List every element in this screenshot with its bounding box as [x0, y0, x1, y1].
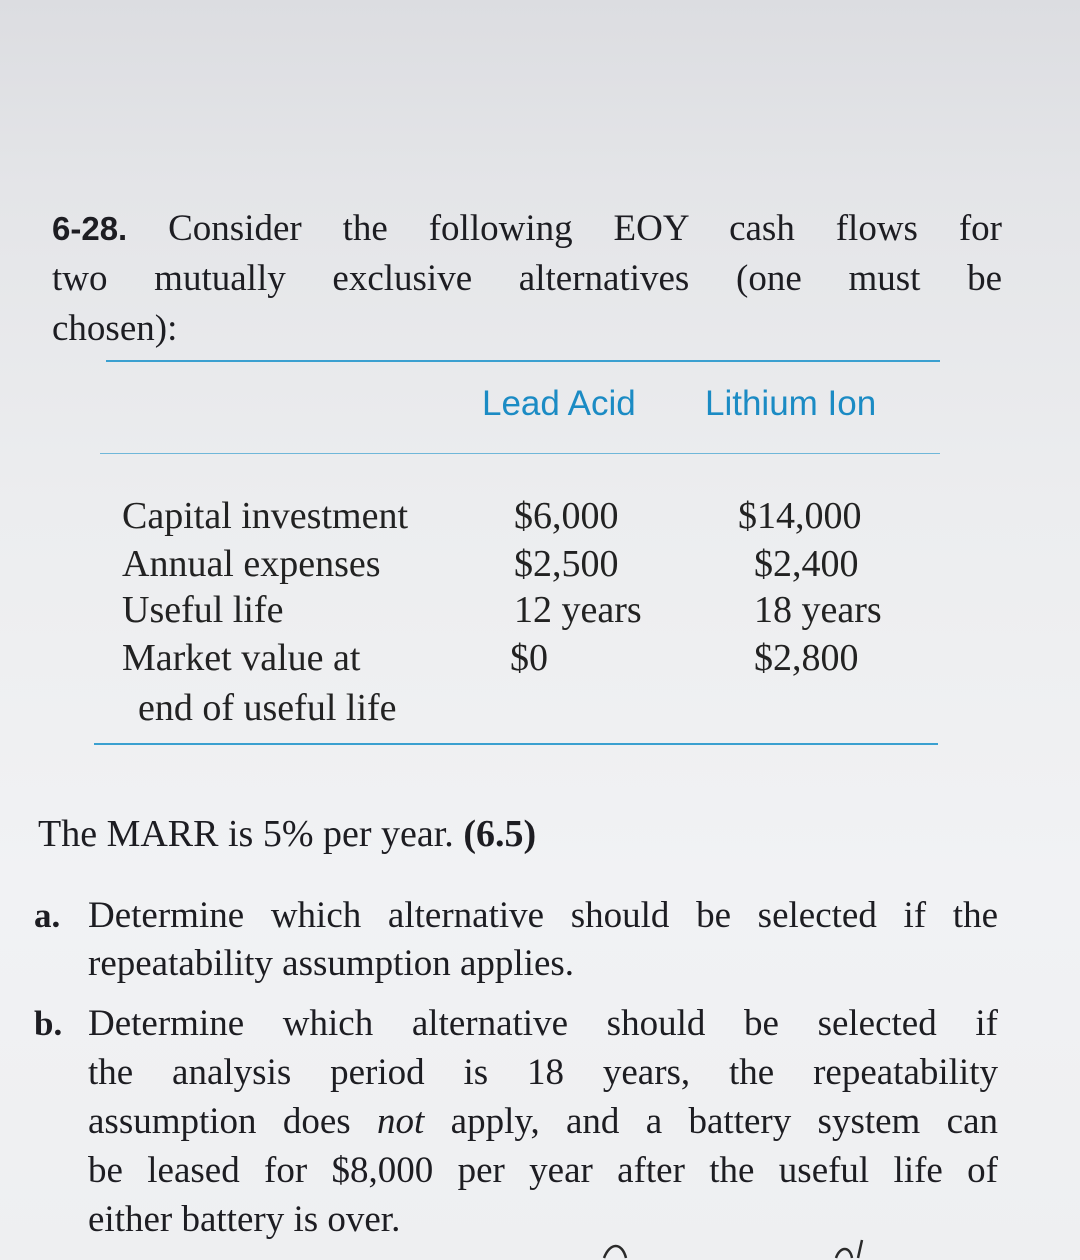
part-b-line-4: be leased for $8,000 per year after the useful life of [88, 1150, 998, 1191]
cell-lead-acid-capital: $6,000 [514, 495, 619, 537]
row-label-market-value: Market value at [122, 637, 361, 679]
table-header-rule [100, 453, 940, 454]
part-b-line-3-start: assumption does [88, 1101, 351, 1142]
handwriting-scribble-icon [600, 1236, 900, 1260]
table-bottom-rule [94, 743, 938, 745]
part-b-line-2: the analysis period is 18 years, the repeatability [88, 1052, 998, 1093]
column-header-lithium-ion: Lithium Ion [705, 384, 877, 423]
cell-lithium-ion-life: 18 years [754, 589, 882, 631]
marr-section-ref: (6.5) [463, 813, 537, 855]
marr-statement [38, 812, 536, 856]
problem-number: 6-28. [52, 210, 128, 247]
row-label-useful-life: Useful life [122, 589, 284, 631]
part-b-line-3-end: apply, and a battery system can [450, 1101, 998, 1142]
part-b-emphasis: not [377, 1101, 425, 1142]
part-b-line-1: Determine which alternative should be selected if [88, 1003, 998, 1044]
part-a-line-1: Determine which alternative should be selected if the [88, 895, 998, 936]
part-b-letter: b. [34, 1004, 63, 1043]
problem-line-1 [52, 206, 1002, 252]
row-label-capital-investment: Capital investment [122, 495, 409, 537]
part-a-letter: a. [34, 896, 61, 935]
part-a-line-2: repeatability assumption applies. [88, 943, 575, 984]
problem-text-1: Consider the following EOY cash flows for [168, 208, 1002, 249]
row-label-annual-expenses: Annual expenses [122, 543, 381, 585]
cell-lithium-ion-market-value: $2,800 [754, 637, 859, 679]
row-label-market-value-line2: end of useful life [138, 687, 397, 729]
cell-lead-acid-life: 12 years [514, 589, 642, 631]
part-b-line-3 [88, 1098, 998, 1146]
marr-text: The MARR is 5% per year. [38, 813, 454, 855]
column-header-lead-acid: Lead Acid [482, 384, 636, 423]
cell-lithium-ion-capital: $14,000 [738, 495, 862, 537]
problem-line-3: chosen): [52, 308, 178, 349]
table-top-rule [106, 360, 940, 362]
cell-lead-acid-market-value: $0 [510, 637, 548, 679]
cell-lead-acid-expenses: $2,500 [514, 543, 619, 585]
cell-lithium-ion-expenses: $2,400 [754, 543, 859, 585]
part-b-line-5: either battery is over. [88, 1199, 401, 1240]
problem-line-2: two mutually exclusive alternatives (one must be [52, 258, 1002, 299]
